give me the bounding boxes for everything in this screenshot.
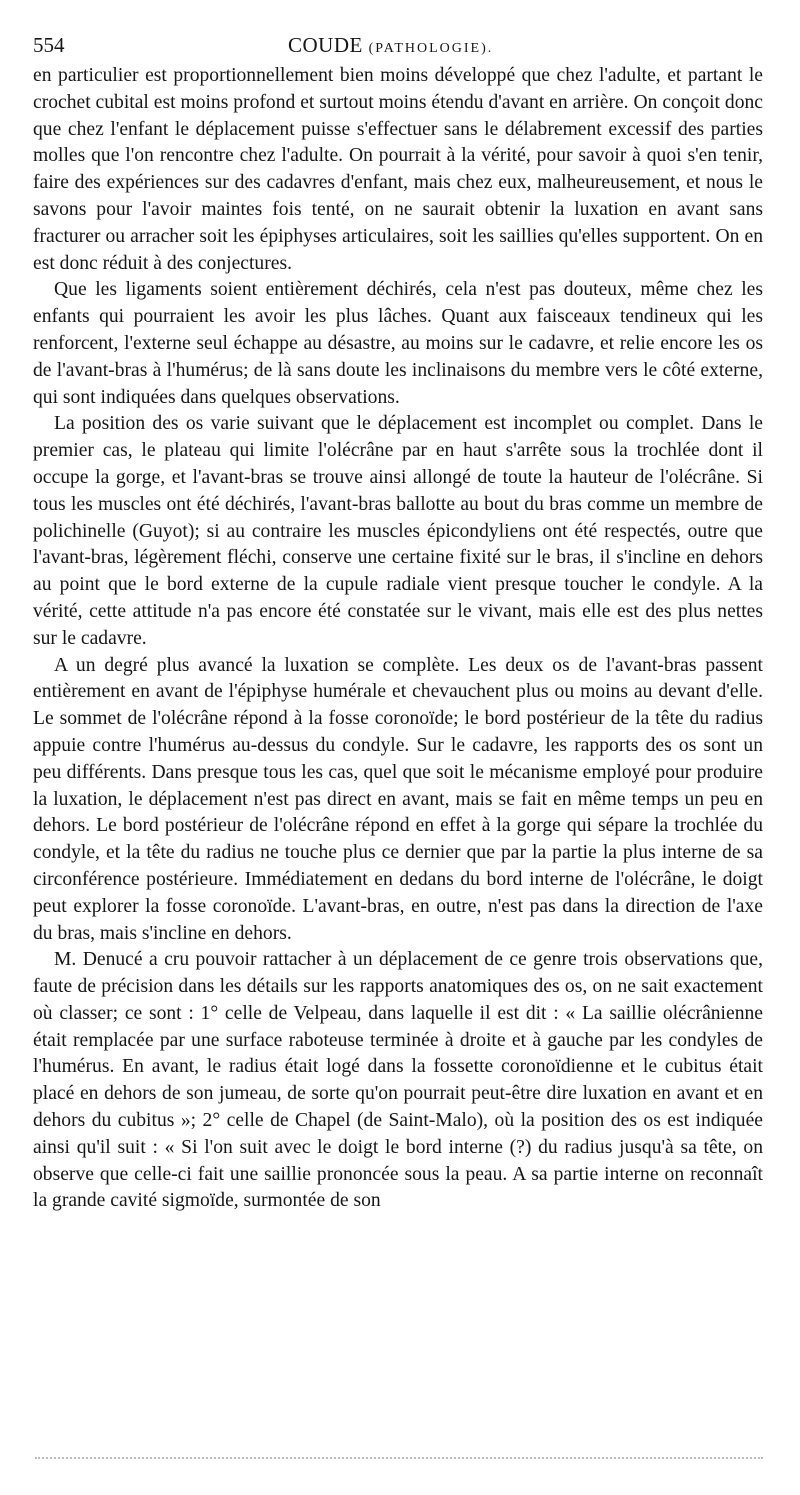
- running-header: [33, 30, 773, 60]
- paragraph-2: Que les ligaments soient entièrement déchirés, cela n'est pas douteux, même chez les enfants qui pourraient les avoir les plus lâches. Quant aux faisceaux tendineux qui les renforcent, l'externe seul échappe au désastre, au moins sur le cadavre, et relie encore les os de l'avant-bras à l'humérus; de là sans doute les inclinaisons du membre vers le côté externe, qui sont indiquées dans quelques observations.: [33, 279, 763, 408]
- body-text: [33, 63, 763, 1215]
- paragraph-4: A un degré plus avancé la luxation se complète. Les deux os de l'avant-bras passent entièrement en avant de l'épiphyse humérale et chevauchent plus ou moins au devant d'elle. Le sommet de l'olécrâne répond à la fosse coronoïde; le bord postérieur de la tête du radius appuie contre l'humérus au-dessus du condyle. Sur le cadavre, les rapports des os sont un peu différents. Dans presque tous les cas, quel que soit le mécanisme employé pour produire la luxation, le déplacement n'est pas direct en avant, mais se fait en même temps un peu en dehors. Le bord postérieur de l'olécrâne répond en effet à la gorge qui sépare la trochlée du condyle, et la tête du radius ne touche plus ce dernier que par la partie la plus interne de sa circonférence postérieure. Immédiatement en dedans du bord interne de l'olécrâne, le doigt peut explorer la fosse coronoïde. L'avant-bras, en outre, n'est pas dans la direction de l'axe du bras, mais s'incline en dehors.: [33, 654, 763, 944]
- footer-rule: [35, 1457, 763, 1459]
- paragraph-1: en particulier est proportionnellement bien moins développé que chez l'adulte, et partant le crochet cubital est moins profond et surtout moins étendu d'avant en arrière. On conçoit donc que chez l'enfant le déplacement puisse s'effectuer sans le délabrement excessif des parties molles que l'on rencontre chez l'adulte. On pourrait à la vérité, pour savoir à quoi s'en tenir, faire des expériences sur des cadavres d'enfant, mais chez eux, malheureusement, et nous le savons pour l'avoir maintes fois tenté, on ne saurait obtenir la luxation en avant sans fracturer ou arracher soit les épiphyses articulaires, soit les saillies qu'elles supportent. On en est donc réduit à des conjectures.: [33, 65, 763, 274]
- running-title: [288, 30, 493, 64]
- page-number: 554: [33, 33, 65, 57]
- paragraph-3: La position des os varie suivant que le déplacement est incomplet ou complet. Dans le premier cas, le plateau qui limite l'olécrâne par en haut s'arrête sous la trochlée dont il occupe la gorge, et l'avant-bras se trouve ainsi allongé de toute la hauteur de l'olécrâne. Si tous les muscles ont été déchirés, l'avant-bras ballotte au bout du bras comme un membre de polichinelle (Guyot); si au contraire les muscles épicondyliens ont été respectés, outre que l'avant-bras, légèrement fléchi, conserve une certaine fixité sur le bras, il s'incline en dehors au point que le bord externe de la cupule radiale vient presque toucher le condyle. A la vérité, cette attitude n'a pas encore été constatée sur le vivant, mais elle est des plus nettes sur le cadavre.: [33, 413, 763, 649]
- running-title-main: COUDE: [288, 33, 363, 57]
- paragraph-5: M. Denucé a cru pouvoir rattacher à un déplacement de ce genre trois observations que, faute de précision dans les détails sur les rapports anatomiques des os, on ne sait exactement où classer; ce sont : 1° celle de Velpeau, dans laquelle il est dit : « La saillie olécrânienne était remplacée par une surface raboteuse terminée à droite et à gauche par les condyles de l'humérus. En avant, le radius était logé dans la fossette coronoïdienne et le cubitus était placé en dehors de son jumeau, de sorte qu'on pourrait peut-être dire luxation en avant et en dehors du cubitus »; 2° celle de Chapel (de Saint-Malo), où la position des os est indiquée ainsi qu'il suit : « Si l'on suit avec le doigt le bord interne (?) du radius jusqu'à sa tête, on observe que celle-ci fait une saillie prononcée sous la peau. A sa partie interne on reconnaît la grande cavité sigmoïde, surmontée de son: [33, 949, 763, 1212]
- running-title-sub: (PATHOLOGIE).: [368, 41, 494, 56]
